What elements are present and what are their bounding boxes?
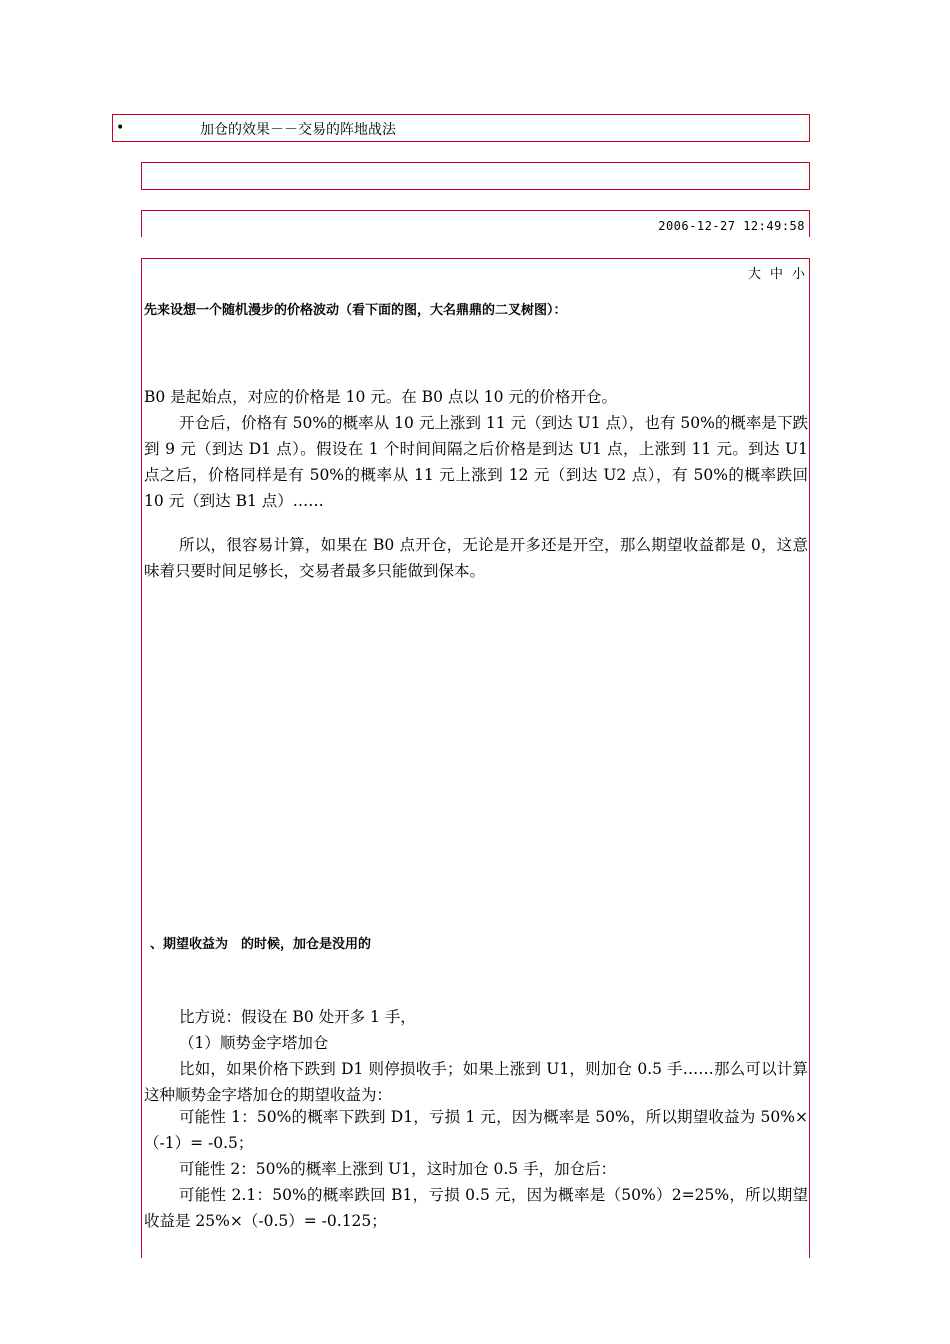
paragraph-random-walk: 开仓后，价格有 50%的概率从 10 元上涨到 11 元（到达 U1 点），也有 50%的概率是下跌到 9 元（到达 D1 点）。假设在 1 个时间间隔之后价格是到达 U1 点，上涨到 11 元。到达 U1 点之后，价格同样是有 50%的概率从 11 元上涨到 12 元（到达 U2 点），有 50%的概率跌回 10 元（到达 B1 点）……	[144, 414, 808, 510]
post-timestamp: 2006-12-27 12:49:58	[658, 219, 805, 233]
article-title[interactable]: 加仓的效果－－交易的阵地战法	[200, 122, 396, 138]
paragraph-possibility-2: 可能性 2：50%的概率上涨到 U1，这时加仓 0.5 手，加仓后：	[179, 1160, 617, 1178]
article-body	[141, 258, 810, 1258]
bullet-icon: •	[116, 120, 125, 136]
font-size-medium-link[interactable]: 中	[769, 267, 783, 282]
paragraph-possibility-2-1: 可能性 2.1：50%的概率跌回 B1，亏损 0.5 元，因为概率是（50%）2=25%，所以期望收益是 25%×（-0.5）= -0.125；	[144, 1186, 808, 1230]
intro-heading: 先来设想一个随机漫步的价格波动（看下面的图，大名鼎鼎的二叉树图）：	[144, 303, 567, 318]
paragraph-possibility-1: 可能性 1：50%的概率下跌到 D1，亏损 1 元，因为概率是 50%，所以期望收益为 50%×（-1）= -0.5；	[144, 1108, 808, 1152]
empty-info-bar	[141, 162, 810, 190]
paragraph-pyramid-title: （1）顺势金字塔加仓	[179, 1034, 329, 1052]
paragraph-start-point: B0 是起始点，对应的价格是 10 元。在 B0 点以 10 元的价格开仓。	[144, 388, 617, 406]
timestamp-bar	[141, 210, 810, 237]
font-size-controls	[739, 267, 805, 283]
paragraph-zero-expectation: 所以，很容易计算，如果在 B0 点开仓，无论是开多还是开空，那么期望收益都是 0，这意味着只要时间足够长，交易者最多只能做到保本。	[144, 536, 808, 580]
font-size-small-link[interactable]: 小	[791, 267, 805, 282]
section-heading: 、期望收益为 的时候，加仓是没用的	[150, 937, 372, 952]
paragraph-pyramid-desc: 比如，如果价格下跌到 D1 则停损收手；如果上涨到 U1，则加仓 0.5 手……那么可以计算这种顺势金字塔加仓的期望收益为：	[144, 1060, 808, 1104]
paragraph-example: 比方说：假设在 B0 处开多 1 手，	[179, 1008, 416, 1026]
font-size-large-link[interactable]: 大	[747, 267, 761, 282]
